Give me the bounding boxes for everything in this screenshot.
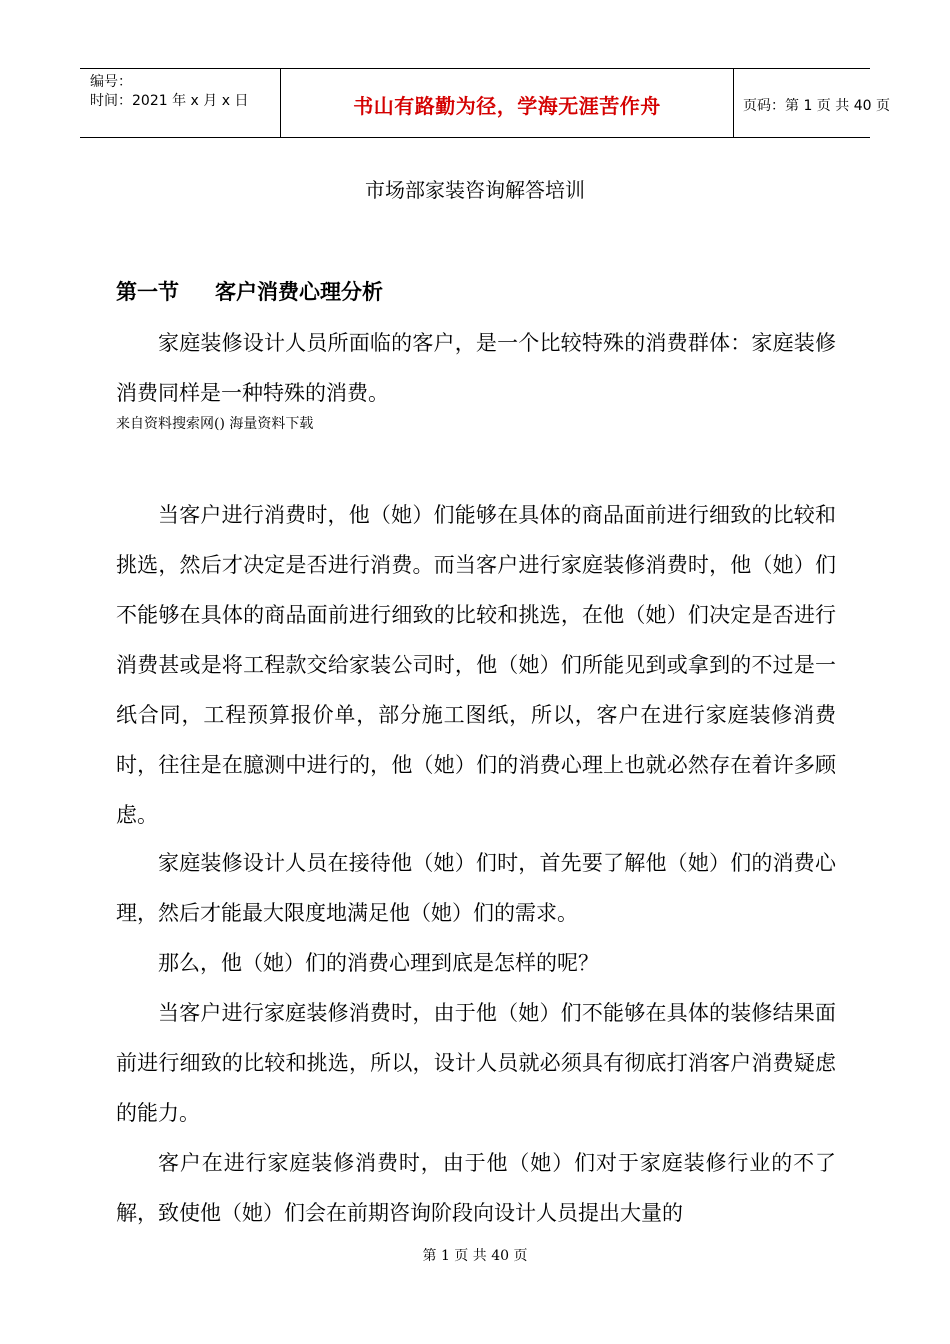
section-number: 第一节 [116,280,179,304]
document-title: 市场部家装咨询解答培训 [365,178,585,202]
motto-text: 书山有路勤为径，学海无涯苦作舟 [353,94,661,118]
date-label: 时间：2021 年 x 月 x 日 [90,93,249,109]
body-paragraph: 家庭装修设计人员在接待他（她）们时，首先要了解他（她）们的消费心理，然后才能最大限度地满足他（她）们的需求。 [116,851,836,925]
page-code: 页码：第 1 页 共 40 页 [743,98,890,114]
page-footer: 第 1 页 共 40 页 [422,1248,528,1264]
intro-paragraph: 家庭装修设计人员所面临的客户，是一个比较特殊的消费群体：家庭装修消费同样是一种特殊的消费。 [116,331,836,405]
body-paragraph: 当客户进行家庭装修消费时，由于他（她）们不能够在具体的装修结果面前进行细致的比较和挑选，所以，设计人员就必须具有彻底打消客户消费疑虑的能力。 [116,1001,836,1125]
body-paragraph: 当客户进行消费时，他（她）们能够在具体的商品面前进行细致的比较和挑选，然后才决定是否进行消费。而当客户进行家庭装修消费时，他（她）们不能够在具体的商品面前进行细致的比较和挑选，在他（她）们决定是否进行消费甚或是将工程款交给家装公司时，他（她）们所能见到或拿到的不过是一纸合同，工程预算报价单，部分施工图纸，所以，客户在进行家庭装修消费时，往往是在臆测中进行的，他（她）们的消费心理上也就必然存在着许多顾虑。 [116,503,836,827]
body-paragraph: 那么，他（她）们的消费心理到底是怎样的呢？ [158,951,599,975]
section-name: 客户消费心理分析 [215,280,383,304]
body-paragraph: 客户在进行家庭装修消费时，由于他（她）们对于家庭装修行业的不了解，致使他（她）们会在前期咨询阶段向设计人员提出大量的 [116,1151,836,1225]
header-info-cell [80,69,280,137]
header-motto-cell [280,69,734,137]
section-heading [116,278,383,306]
header-page-cell [733,69,890,137]
source-note: 来自资料搜索网() 海量资料下载 [116,416,314,432]
number-label: 编号： [90,74,132,90]
document-header [80,68,890,138]
